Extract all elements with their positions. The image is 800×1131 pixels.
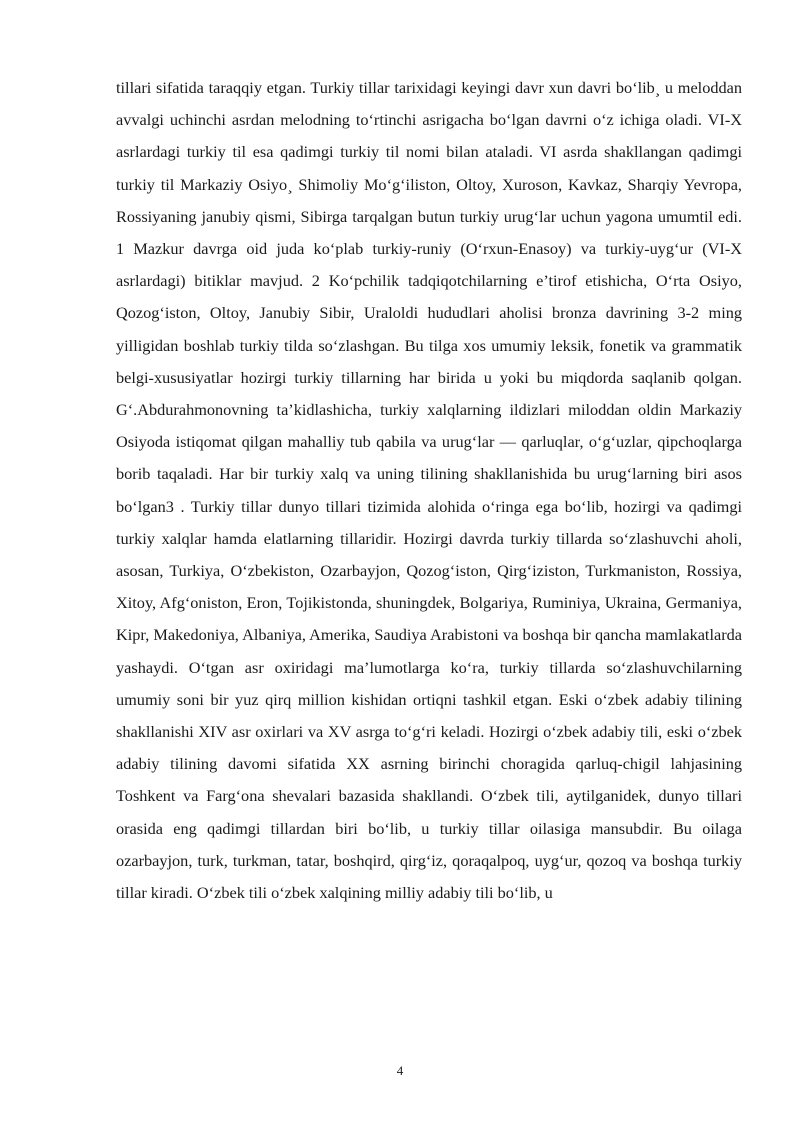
page-number: 4	[396, 1063, 404, 1078]
body-paragraph: tillari sifatida taraqqiy etgan. Turkiy tillar tarixidagi keyingi davr xun davri bo‘lib¸ u meloddan avvalgi uchinchi asrdan melodning to‘rtinchi asrigacha bo‘lgan davrni o‘z ichiga oladi. VI-X asrlardagi turkiy til esa qadimgi turkiy til nomi bilan ataladi. VI asrda shakllangan qadimgi turkiy til Markaziy Osiyo¸ Shimoliy Mo‘g‘iliston, Oltoy, Xuroson, Kavkaz, Sharqiy Yevropa, Rossiyaning janubiy qismi, Sibirga tarqalgan butun turkiy urug‘lar uchun yagona umumtil edi. 1 Mazkur davrga oid juda ko‘plab turkiy-runiy (O‘rxun-Enasoy) va turkiy-uyg‘ur (VI-X asrlardagi) bitiklar mavjud. 2 Ko‘pchilik tadqiqotchilarning e’tirof etishicha, O‘rta Osiyo, Qozog‘iston, Oltoy, Janubiy Sibir, Uraloldi hududlari aholisi bronza davrining 3-2 ming yilligidan boshlab turkiy tilda so‘zlashgan. Bu tilga xos umumiy leksik, fonetik va grammatik belgi-xususiyatlar hozirgi turkiy tillarning har birida u yoki bu miqdorda saqlanib qolgan. G‘.Abdurahmonovning ta’kidlashicha, turkiy xalqlarning ildizlari miloddan oldin Markaziy Osiyoda istiqomat qilgan mahalliy tub qabila va urug‘lar — qarluqlar, o‘g‘uzlar, qipchoqlarga borib taqaladi. Har bir turkiy xalq va uning tilining shakllanishida bu urug‘larning biri asos bo‘lgan3 . Turkiy tillar dunyo tillari tizimida alohida o‘ringa ega bo‘lib, hozirgi va qadimgi turkiy xalqlar hamda elatlarning tillaridir. Hozirgi davrda turkiy tillarda so‘zlashuvchi aholi, asosan, Turkiya, O‘zbekiston, Ozarbayjon, Qozog‘iston, Qirg‘iziston, Turkmaniston, Rossiya, Xitoy, Afg‘oniston, Eron, Tojikistonda, shuningdek, Bolgariya, Ruminiya, Ukraina, Germaniya, Kipr, Makedoniya, Albaniya, Amerika, Saudiya Arabistoni va boshqa bir qancha mamlakatlarda yashaydi. O‘tgan asr oxiridagi ma’lumotlarga ko‘ra, turkiy tillarda so‘zlashuvchilarning umumiy soni bir yuz qirq million kishidan ortiqni tashkil etgan. Eski o‘zbek adabiy tilining shakllanishi XIV asr oxirlari va XV asrga to‘g‘ri keladi. Hozirgi o‘zbek adabiy tili, eski o‘zbek adabiy tilining davomi sifatida XX asrning birinchi choragida qarluq-chigil lahjasining Toshkent va Farg‘ona shevalari bazasida shakllandi. O‘zbek tili, aytilganidek, dunyo tillari orasida eng qadimgi tillardan biri bo‘lib, u turkiy tillar oilasiga mansubdir. Bu oilaga ozarbayjon, turk, turkman, tatar, boshqird, qirg‘iz, qoraqalpoq, uyg‘ur, qozoq va boshqa turkiy tillar kiradi. O‘zbek tili o‘zbek xalqining milliy adabiy tili bo‘lib, u	[116, 78, 742, 903]
